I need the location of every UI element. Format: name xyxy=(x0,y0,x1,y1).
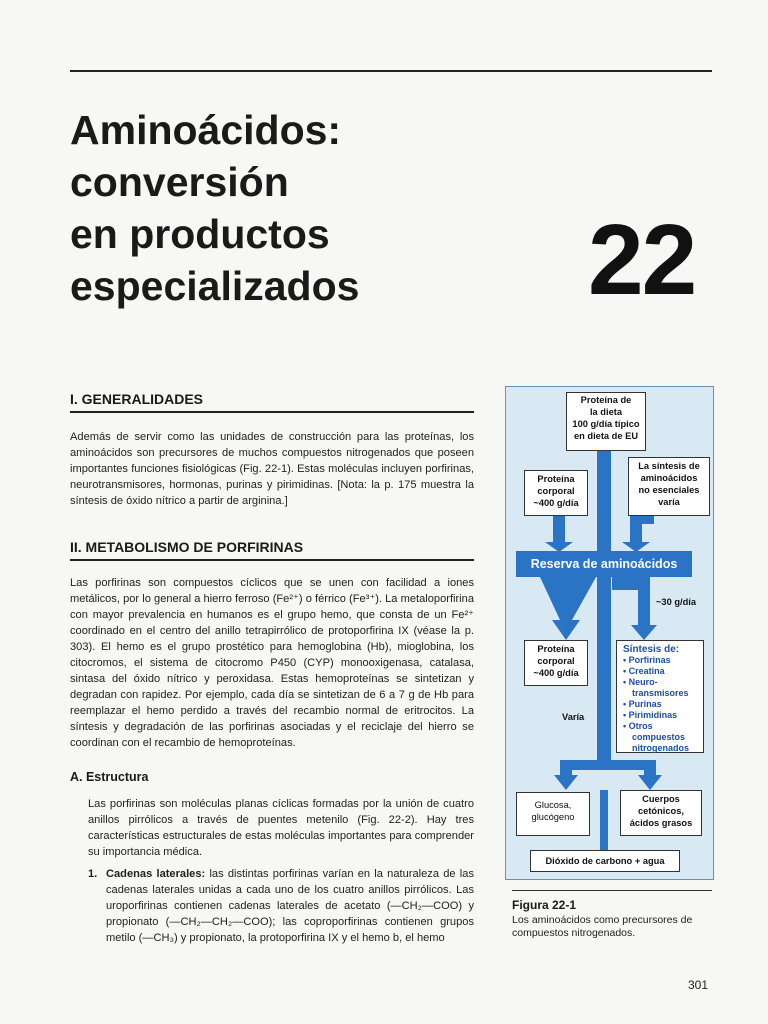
box-cuerpos-cetonicos xyxy=(620,790,702,836)
box-line: ~400 g/día xyxy=(533,498,579,508)
synthesis-item: • Creatina xyxy=(623,666,665,676)
box-line: Proteína xyxy=(537,474,575,484)
synthesis-item: • Neuro- xyxy=(623,677,658,687)
box-line: 100 g/día típico xyxy=(572,419,640,429)
list-number: 1. xyxy=(88,868,98,880)
box-line: ~400 g/día xyxy=(533,668,579,678)
box-line: en dieta de EU xyxy=(573,431,639,441)
box-line: corporal xyxy=(537,486,575,496)
box-proteina-dieta xyxy=(566,392,646,451)
figure-caption: Los aminoácidos como precursores de compuestos nitrogenados. xyxy=(512,914,693,939)
title-line-4: especializados xyxy=(70,263,360,309)
synthesis-item: • Otros xyxy=(623,721,653,731)
box-line: Proteína de xyxy=(580,395,632,405)
synthesis-item: • Pirimidinas xyxy=(623,710,678,720)
page-number: 301 xyxy=(688,978,709,992)
arrow-sintesis-out xyxy=(612,577,657,640)
arrow-to-dioxido xyxy=(600,790,608,850)
list-item-label: Cadenas laterales: xyxy=(106,868,206,880)
reserva-aminoacidos-banner: Reserva de aminoácidos xyxy=(516,551,692,577)
box-line: glucógeno xyxy=(531,812,575,822)
box-line: Cuerpos xyxy=(642,794,680,804)
paragraph-estructura: Las porfirinas son moléculas planas cíclicas formadas por la unión de cuatro anillos pirrólicos a través de puentes metenilo (Fig. 22-2). Hay tres características estructurales de estas moléculas importantes para comprender su importancia médica. xyxy=(88,798,474,858)
subsection-heading: A. Estructura xyxy=(70,770,149,784)
box-glucosa xyxy=(516,792,590,836)
box-line: aminoácidos xyxy=(640,473,698,483)
varia-label: Varía xyxy=(562,712,585,722)
arrow-split xyxy=(554,760,662,790)
paragraph-generalidades: Además de servir como las unidades de construcción para las proteínas, los aminoácidos son precursores de muchos compuestos nitrogenados que poseen importantes funciones fisiológicas (Fig. 22-1). Estas moléculas incluyen porfirinas, neurotransmisores, hormonas, purinas y pirimidinas. [Nota: la p. 175 muestra la síntesis de óxido nítrico a partir de arginina.] xyxy=(70,431,474,507)
arrow-dieta-to-reserva xyxy=(597,448,611,551)
box-line: ácidos grasos xyxy=(629,818,693,828)
synthesis-item: compuestos xyxy=(632,732,686,742)
box-sintesis-no-esenciales xyxy=(628,457,710,516)
box-line: corporal xyxy=(537,656,575,666)
section-heading: I. GENERALIDADES xyxy=(70,391,204,407)
box-proteina-corporal-in xyxy=(524,470,588,516)
synthesis-item: • Purinas xyxy=(623,699,662,709)
box-line: Proteína xyxy=(537,644,575,654)
figure-caption-rule xyxy=(512,890,712,891)
box-line: no esenciales xyxy=(638,485,700,495)
arrow-sintesis-in xyxy=(622,512,654,552)
arrow-corporal-out xyxy=(540,577,596,640)
rate-label: ~30 g/día xyxy=(656,597,697,607)
box-line: La síntesis de xyxy=(638,461,700,471)
synthesis-item: nitrogenados xyxy=(632,743,690,753)
box-line: la dieta xyxy=(589,407,623,417)
box-line: Glucosa, xyxy=(534,800,572,810)
section-heading: II. METABOLISMO DE PORFIRINAS xyxy=(70,539,304,555)
list-item-body: las distintas porfirinas varían en la naturaleza de las cadenas laterales unidas a cada uno de los cuatro anillos pirrólicos. Las uroporfirinas contienen cadenas laterales de acetato (—CH₂—COO) y propionato (—CH₂—CH₂—COO); las coproporfirinas contienen grupos metilo (—CH₃) y propionato, la protoporfirina IX y el hemo b, el hemo xyxy=(106,868,474,944)
title-line-3: en productos xyxy=(70,211,330,257)
title-line-1: Aminoácidos: xyxy=(70,107,342,153)
arrow-main-down xyxy=(597,577,611,760)
box-dioxido: Dióxido de carbono + agua xyxy=(530,850,680,872)
synthesis-heading: Síntesis de: xyxy=(623,644,680,655)
arrow-corporal-in xyxy=(545,514,573,552)
title-line-2: conversión xyxy=(70,159,289,205)
box-proteina-corporal-out xyxy=(524,640,588,686)
box-sintesis-de xyxy=(616,640,704,753)
box-line: cetónicos, xyxy=(638,806,684,816)
synthesis-item: transmisores xyxy=(632,688,689,698)
paragraph-porfirinas: Las porfirinas son compuestos cíclicos que se unen con facilidad a iones metálicos, por lo general a hierro ferroso (Fe²⁺) o férrico (Fe³⁺). La metaloporfirina con mayor prevalencia en humanos es el grupo hemo, que consta de un Fe²⁺ coordinado en el centro del anillo tetrapirrólico de protoporfirina IX (véase la p. 303). El hemo es el grupo prostético para hemoglobina (Hb), mioglobina, los citocromos, el sistema de citocromo P450 (CYP) monooxigenasa, catalasa, sintasa del óxido nítrico y peroxidasa. Estas hemoproteínas se sintetizan y degradan con rapidez. Por ejemplo, cada día se sintetizan de 6 a 7 g de Hb para reemplazar el hemo perdido a través del recambio normal de eritrocitos. La síntesis y degradación de las porfirinas asociadas y el reciclaje del hierro se coordinan con el recambio de hemoproteínas. xyxy=(70,577,474,749)
chapter-number: 22 xyxy=(588,204,696,316)
box-line: varía xyxy=(658,497,680,507)
figure-title: Figura 22-1 xyxy=(512,898,577,912)
synthesis-item: • Porfirinas xyxy=(623,655,671,665)
